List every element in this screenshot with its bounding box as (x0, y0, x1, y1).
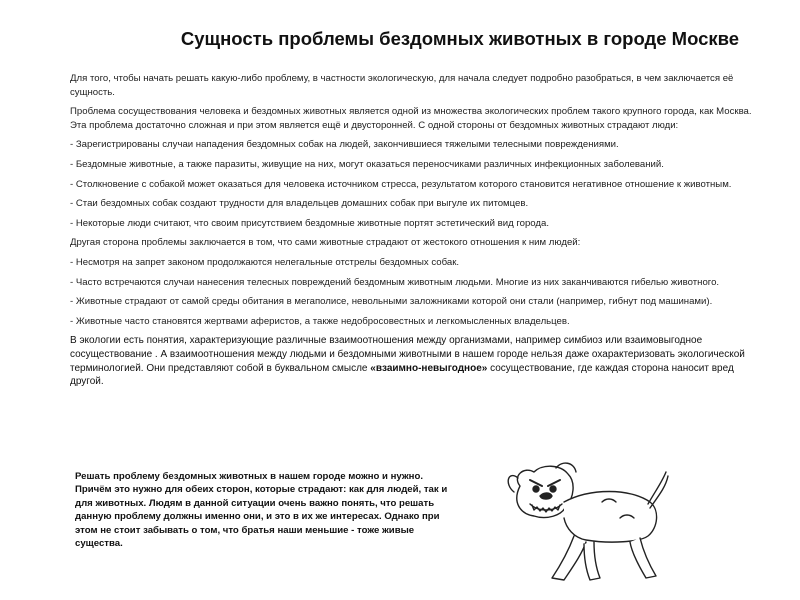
ecology-paragraph (70, 334, 760, 388)
conclusion-text: Решать проблему бездомных животных в нашем городе можно и нужно. Причём это нужно для обеих сторон, которые страдают: как для людей, так и для животных. Людям в данной ситуации очень важно понять, что решать данную проблему должны именно они, и это в их же интересах. Однако при этом не стоит забывать о том, что братья наши меньшие - тоже живые существа. (75, 471, 448, 550)
angry-dog-illustration (490, 458, 670, 588)
problem-paragraph: Проблема сосуществования человека и бездомных животных является одной из множества экологических проблем такого крупного города, как Москва. Эта проблема достаточно сложная и при этом является ещё и двусторонней. С одной стороны от бездомных животных страдают люди: (70, 106, 752, 131)
people-suffer-item: - Столкновение с собакой может оказаться для человека источником стресса, результатом которого становится негативное отношение к животным. (70, 178, 732, 190)
people-suffer-item: - Некоторые люди считают, что своим присутствием бездомные животные портят эстетический вид города. (70, 217, 550, 229)
animals-suffer-item: - Животные страдают от самой среды обитания в мегаполисе, невольными заложниками которой они стали (например, гибнут под машинами). (70, 296, 713, 308)
ecology-text-part1: В экологии есть понятия, характеризующие различные взаимоотношения между организмами, например симбиоз или взаимовыгодное сосуществование . А взаимоотношения между людьми и бездомными животными в нашем городе нельзя даже охарактеризовать экологической терминологией. Они представляют собой в буквальном смысле (70, 335, 745, 374)
intro-paragraph: Для того, чтобы начать решать какую-либо проблему, в частности экологическую, для начала следует подробно разобраться, в чем заключается её сущность. (70, 73, 734, 98)
people-suffer-item: - Бездомные животные, а также паразиты, живущие на них, могут оказаться переносчиками различных инфекционных заболеваний. (70, 158, 664, 170)
animals-suffer-item: - Животные часто становятся жертвами аферистов, а также недобросовестных и легкомысленных владельцев. (70, 315, 570, 327)
animals-suffer-item: - Несмотря на запрет законом продолжаются нелегальные отстрелы бездомных собак. (70, 256, 460, 268)
other-side-paragraph: Другая сторона проблемы заключается в том, что сами животные страдают от жестокого отношения к ним людей: (70, 237, 581, 249)
animals-suffer-item: - Часто встречаются случаи нанесения телесных повреждений бездомным животным людьми. Многие из них заканчиваются гибелью животного. (70, 276, 720, 288)
page-title: Сущность проблемы бездомных животных в городе Москве (180, 28, 740, 49)
ecology-bold-term: «взаимно-невыгодное» (370, 362, 488, 374)
people-suffer-item: - Зарегистрированы случаи нападения бездомных собак на людей, закончившиеся тяжелыми телесными повреждениями. (70, 139, 619, 151)
people-suffer-item: - Стаи бездомных собак создают трудности для владельцев домашних собак при выгуле их питомцев. (70, 198, 529, 210)
main-text (70, 72, 760, 395)
ecology-text-part2: сосуществование, где каждая сторона наносит вред другой. (70, 362, 734, 388)
